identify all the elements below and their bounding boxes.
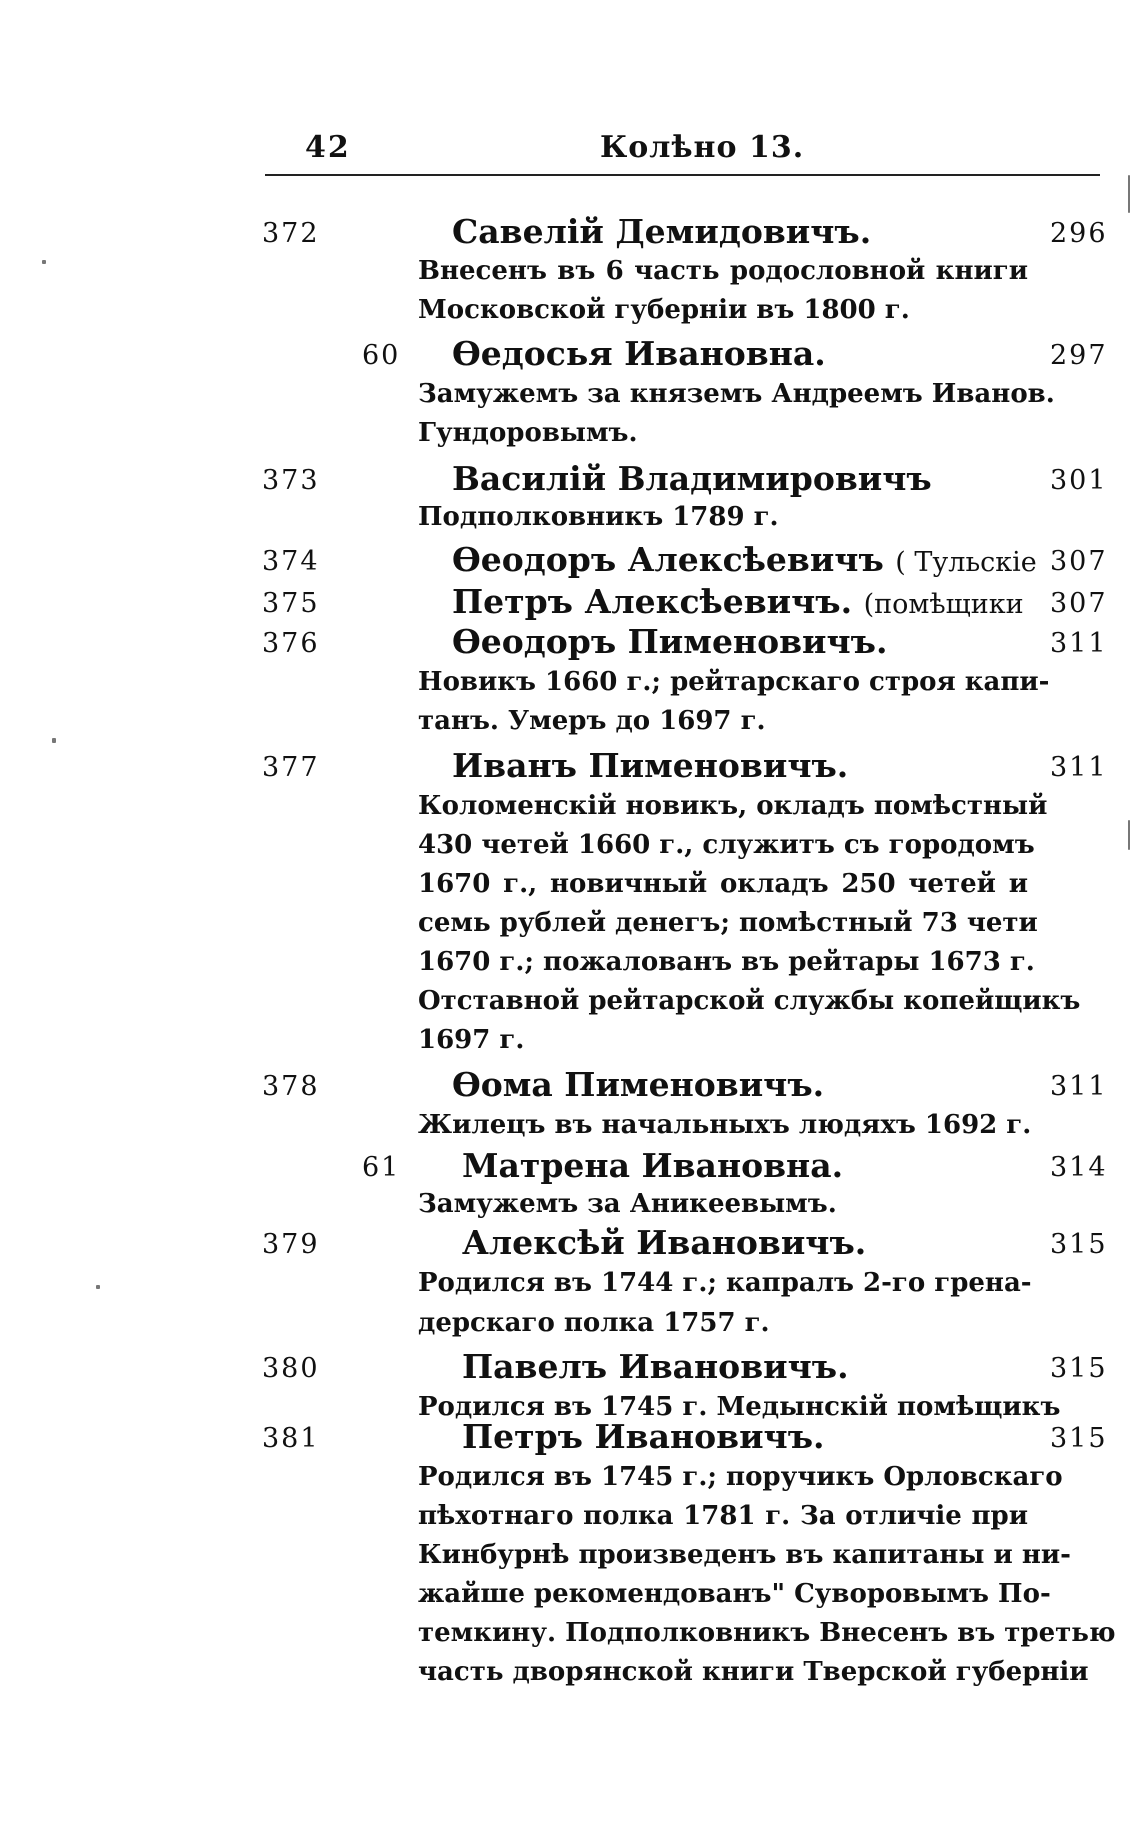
entry-reference: 315 bbox=[1050, 1353, 1108, 1384]
entry-text-line: Замужемъ за Аникеевымъ. bbox=[418, 1189, 837, 1219]
entry-text-line: Отставной рейтарской службы копейщикъ bbox=[418, 986, 1081, 1016]
entry-text-line: танъ. Умеръ до 1697 г. bbox=[418, 706, 766, 736]
entry-number: 372 bbox=[262, 218, 320, 249]
scan-speck bbox=[42, 260, 46, 264]
entry-text-line: Коломенскій новикъ, окладъ помѣстный bbox=[418, 791, 1048, 821]
page-header bbox=[265, 130, 1100, 172]
entry-name: Василій Владимировичъ bbox=[452, 459, 932, 498]
page-number: 42 bbox=[305, 130, 351, 165]
entry-name: Өеодоръ Пименовичъ. bbox=[452, 622, 888, 661]
entry-text-line: часть дворянской книги Тверской губерніи bbox=[418, 1657, 1089, 1687]
entry-text-line: Кинбурнѣ произведенъ въ капитаны и ни- bbox=[418, 1540, 1071, 1570]
entry-reference: 296 bbox=[1050, 218, 1108, 249]
entry-text-line: Родился въ 1744 г.; капралъ 2-го грена- bbox=[418, 1268, 1032, 1298]
entry-name bbox=[452, 540, 1037, 579]
entry-text-line: Родился въ 1745 г.; поручикъ Орловскаго bbox=[418, 1462, 1063, 1492]
entry-name-text: Өеодоръ Алексѣевичъ bbox=[452, 540, 884, 579]
entry-text-line: Родился въ 1745 г. Медынскій помѣщикъ bbox=[418, 1392, 1061, 1422]
scan-speck bbox=[52, 738, 56, 743]
entry-number: 375 bbox=[262, 588, 320, 619]
entry-name: Петръ Ивановичъ. bbox=[462, 1417, 825, 1456]
scan-edge-line bbox=[1128, 820, 1130, 850]
entry-note: (помѣщики bbox=[863, 589, 1024, 620]
entry-note: ( Тульскіе bbox=[895, 547, 1037, 578]
entry-reference: 307 bbox=[1050, 546, 1108, 577]
entry-text-line: темкину. Подполковникъ Внесенъ въ третью bbox=[418, 1618, 1116, 1648]
entry-number: 381 bbox=[262, 1423, 320, 1454]
entry-name: Өедосья Ивановна. bbox=[452, 334, 826, 373]
entry-text-line: Замужемъ за княземъ Андреемъ Иванов. bbox=[418, 379, 1055, 409]
entry-reference: 315 bbox=[1050, 1229, 1108, 1260]
running-title: Колѣно 13. bbox=[600, 130, 805, 165]
entry-reference: 311 bbox=[1050, 628, 1108, 659]
entry-name: Иванъ Пименовичъ. bbox=[452, 746, 849, 785]
entry-reference: 315 bbox=[1050, 1423, 1108, 1454]
entry-name: Алексѣй Ивановичъ. bbox=[462, 1223, 867, 1262]
entry-text-line: дерскаго полка 1757 г. bbox=[418, 1308, 770, 1338]
entry-number: 377 bbox=[262, 752, 320, 783]
entry-text-line: жайше рекомендованъ" Суворовымъ По- bbox=[418, 1579, 1051, 1609]
entry-text-line: Гундоровымъ. bbox=[418, 418, 638, 448]
entry-name bbox=[452, 582, 1024, 621]
entry-reference: 307 bbox=[1050, 588, 1108, 619]
entry-reference: 297 bbox=[1050, 340, 1108, 371]
entry-number: 380 bbox=[262, 1353, 320, 1384]
entry-text-line: Подполковникъ 1789 г. bbox=[418, 502, 779, 532]
entry-reference: 301 bbox=[1050, 465, 1108, 496]
entry-text-line: 1697 г. bbox=[418, 1025, 525, 1055]
entry-number: 378 bbox=[262, 1071, 320, 1102]
entry-text-line: Жилецъ въ начальныхъ людяхъ 1692 г. bbox=[418, 1110, 1032, 1140]
generation-number: 61 bbox=[362, 1152, 401, 1183]
entry-name-text: Петръ Алексѣевичъ. bbox=[452, 582, 853, 621]
scan-speck bbox=[96, 1285, 100, 1289]
scan-edge-line bbox=[1128, 175, 1130, 213]
entry-name: Савелій Демидовичъ. bbox=[452, 212, 872, 251]
entry-text-line: 1670 г.; пожалованъ въ рейтары 1673 г. bbox=[418, 947, 1035, 977]
entry-name: Матрена Ивановна. bbox=[462, 1146, 844, 1185]
entry-text-line: 1670 г., новичный окладъ 250 четей и bbox=[418, 869, 1028, 899]
entry-text-line: Новикъ 1660 г.; рейтарскаго строя капи- bbox=[418, 667, 1050, 697]
entry-text-line: 430 четей 1660 г., служитъ съ городомъ bbox=[418, 830, 1035, 860]
entry-number: 376 bbox=[262, 628, 320, 659]
entry-name: Павелъ Ивановичъ. bbox=[462, 1347, 849, 1386]
entry-name: Өома Пименовичъ. bbox=[452, 1065, 825, 1104]
entry-reference: 311 bbox=[1050, 1071, 1108, 1102]
header-rule bbox=[265, 174, 1100, 176]
entry-number: 374 bbox=[262, 546, 320, 577]
entry-number: 373 bbox=[262, 465, 320, 496]
entry-text-line: Внесенъ въ 6 часть родословной книги bbox=[418, 256, 1028, 286]
generation-number: 60 bbox=[362, 340, 401, 371]
entry-number: 379 bbox=[262, 1229, 320, 1260]
entry-text-line: Московской губерніи въ 1800 г. bbox=[418, 295, 910, 325]
entry-reference: 314 bbox=[1050, 1152, 1108, 1183]
entry-reference: 311 bbox=[1050, 752, 1108, 783]
entry-text-line: семь рублей денегъ; помѣстный 73 чети bbox=[418, 908, 1038, 938]
entry-text-line: пѣхотнаго полка 1781 г. За отличіе при bbox=[418, 1501, 1028, 1531]
